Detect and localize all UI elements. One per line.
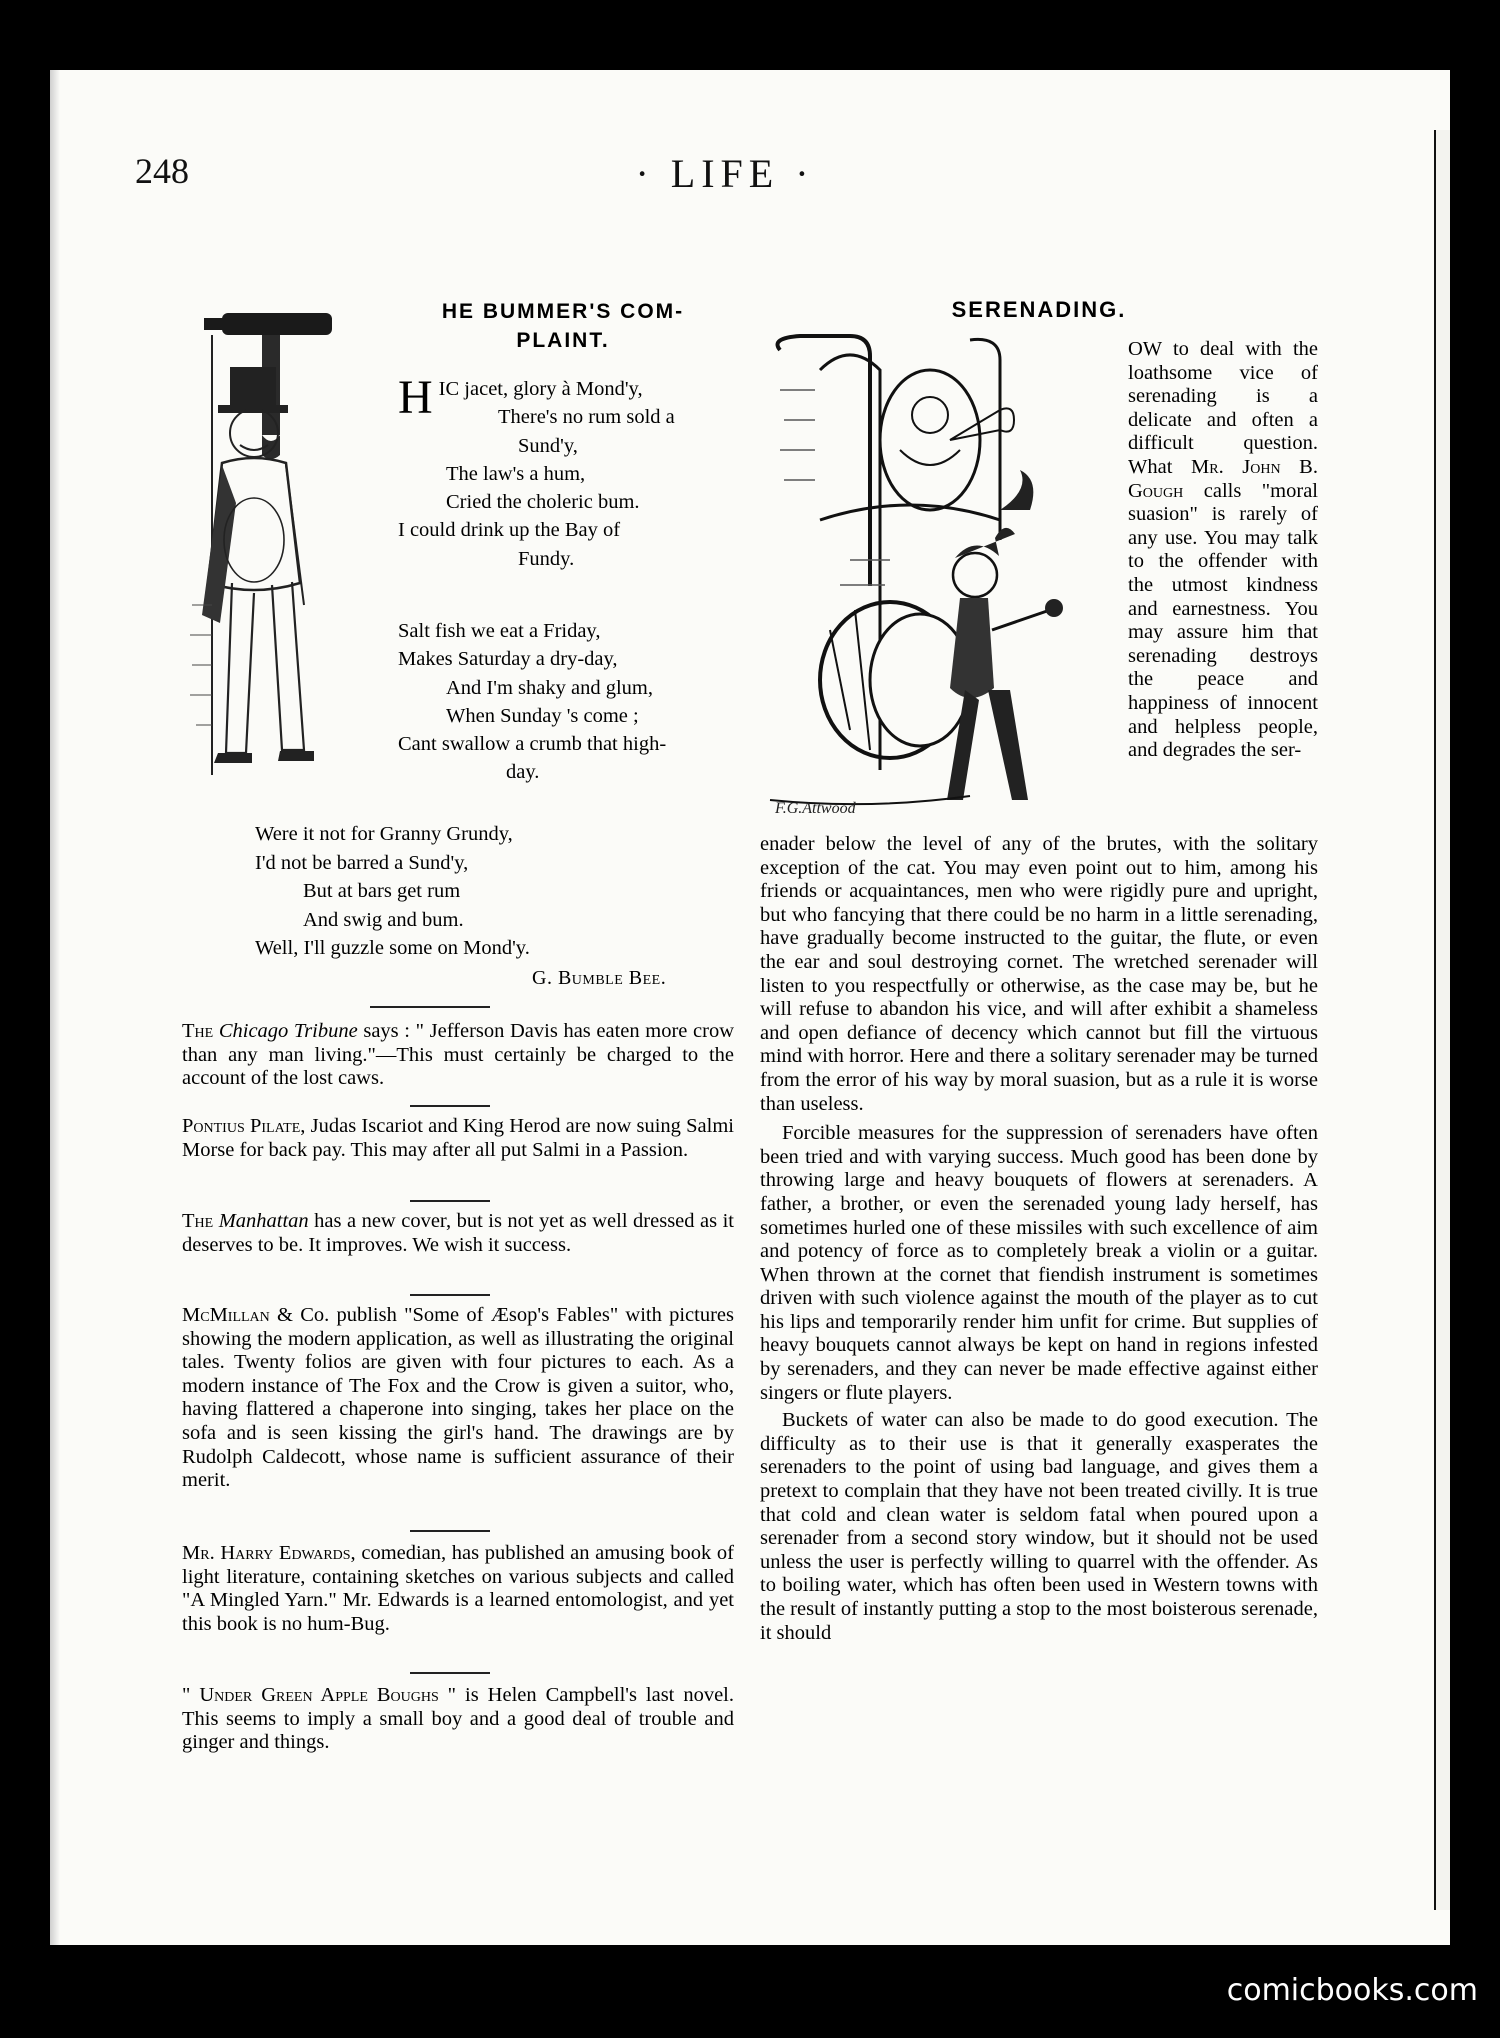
paragraph-mcmillan xyxy=(182,1304,734,1493)
poem-signature: G. Bumble Bee. xyxy=(532,967,667,989)
gutter-shadow xyxy=(50,70,60,1945)
serenading-title: SERENADING. xyxy=(951,297,1127,322)
paragraph-lead: McMillan xyxy=(182,1304,270,1326)
serenading-paragraph: Buckets of water can also be made to do good execution. The difficulty as to their use is that it generally exasperates the serenaders to the point of using bad language, and gives them a pretext to complain that they have not been treated civilly. It is true that cold and clean water is seldom fatal when poured upon a serenader from a second story window, but it should not be used unless the user is perfectly willing to quarrel with the offender. As to boiling water, which has often been used in Western towns with the result of instantly putting a stop to the most boisterous serenade, it should xyxy=(760,1409,1318,1644)
paragraph-text: & Co. publish "Some of Æsop's Fables" with pictures showing the modern application, as well as illustrating the original tales. Twenty folios are given with four pictures to each. As a modern instance of The Fox and the Crow is given a suitor, who, having flattered a chaperone into singing, takes her place on the sofa and is seen kissing the girl's hand. The drawings are by Rudolph Caldecott, whose name is sufficient assurance of their merit. xyxy=(182,1304,734,1492)
paragraph-lead: The xyxy=(182,1020,214,1042)
paragraph-lead: Pontius Pilate, xyxy=(182,1115,306,1137)
running-head: · LIFE · xyxy=(635,151,815,196)
poem-title-line2: PLAINT. xyxy=(516,329,610,352)
paragraph-italic: Manhattan xyxy=(218,1210,309,1232)
poem-stanza-1 xyxy=(398,371,736,573)
paragraph-text: is Helen Campbell's last novel. This seems to imply a small boy and a good deal of trouble and ginger and things. xyxy=(182,1684,735,1754)
paragraph-text: says : " Jefferson Davis has eaten more crow than any man living."—This must certainly be charged to the account of the lost caws. xyxy=(182,1020,735,1090)
paragraph-manhattan xyxy=(182,1210,734,1257)
poem-line: IC jacet, glory à Mond'y, xyxy=(438,378,643,400)
poem-line: The law's a hum, xyxy=(446,462,586,485)
paragraph-italic: Chicago Tribune xyxy=(218,1020,358,1042)
paragraph-apple xyxy=(182,1684,734,1755)
next-page-edge xyxy=(1434,130,1450,1910)
drummer-serenader-icon xyxy=(760,330,1110,835)
serenading-opening xyxy=(1128,338,1318,763)
poem-line: Sund'y, xyxy=(518,434,578,457)
divider xyxy=(410,1105,490,1107)
serenading-paragraph: Forcible measures for the suppression of serenaders have often been tried and with varying success. Much good has been done by throwing large and heavy bouquets of flowers at serenaders. A father, a brother, or even the serenaded young lady herself, has sometimes hurled one of these missiles with such excellence of aim and potency of force as to completely break a violin or a guitar. When thrown at the cornet that fiendish instrument is sometimes driven with such violence against the mouth of the player as to cut his lips and temporarily render him unfit for crime. But supplies of heavy bouquets cannot always be kept on hand in regions infested by serenaders, and they can never be made effective against either singers or flute players. xyxy=(760,1122,1318,1404)
divider xyxy=(410,1530,490,1532)
poem-line: And I'm shaky and glum, xyxy=(446,676,653,699)
poem-line: There's no rum sold a xyxy=(498,406,675,429)
poem-stanza-3 xyxy=(255,820,740,963)
paragraph-lead: " Under Green Apple Boughs " xyxy=(182,1684,457,1706)
serenading-paragraph: enader below the level of any of the brutes, with the solitary exception of the cat. You may even point out to him, among his friends or acquaintances, men who were rigidly pure and upright, but who fancying that there could be no harm in a little serenading, have gradually become instructed to the guitar, the flute, or even the ear and soul destroying cornet. The wretched serenader will listen to you respectfully or otherwise, as the case may be, but he will refuse to abandon his vice, and will after exhibit a shameless and open defiance of decency which cannot but fill the virtuous mind with horror. Here and there a solitary serenader may be turned from the error of his way by moral suasion, but as a rule it is worse than useless. xyxy=(760,833,1318,1115)
poem-line: I could drink up the Bay of xyxy=(398,519,621,542)
divider xyxy=(410,1294,490,1296)
poem-title-line1: HE BUMMER'S COM- xyxy=(441,300,685,323)
poem-line: When Sunday 's come ; xyxy=(446,704,639,727)
paragraph-edwards xyxy=(182,1542,734,1636)
poem-line: Salt fish we eat a Friday, xyxy=(398,620,601,642)
poem-line: Cried the choleric bum. xyxy=(446,491,640,514)
top-hat-gentleman-icon xyxy=(182,305,382,783)
serenading-name: Mr. John B. Gough xyxy=(1128,455,1318,502)
watermark: comicbooks.com xyxy=(1226,1973,1478,2008)
paragraph-tribune xyxy=(182,1020,734,1091)
paragraph-pilate xyxy=(182,1115,734,1162)
paragraph-text: Judas Iscariot and King Herod are now suing Salmi Morse for back pay. This may after all put Salmi in a Passion. xyxy=(182,1115,734,1161)
paragraph-lead: The xyxy=(182,1210,214,1232)
poem-line: Well, I'll guzzle some on Mond'y. xyxy=(255,937,530,959)
page-number: 248 xyxy=(135,151,189,191)
poem-stanza-2 xyxy=(398,617,736,787)
poem-dropcap: H xyxy=(398,371,433,424)
page-header xyxy=(135,150,1315,220)
poem-line: But at bars get rum xyxy=(303,880,461,902)
poem-line: And swig and bum. xyxy=(303,908,464,931)
poem-line: Fundy. xyxy=(518,547,575,570)
paragraph-lead: Mr. Harry Edwards, xyxy=(182,1542,356,1564)
poem-line: Makes Saturday a dry-day, xyxy=(398,648,618,671)
poem-line: Were it not for Granny Grundy, xyxy=(255,823,513,845)
serenading-opening-text: OW to deal with the loathsome vice of serenading is a delicate and often a difficult question. What xyxy=(1128,338,1318,478)
divider xyxy=(410,1200,490,1202)
poem-title xyxy=(388,297,738,355)
artist-signature: F.G.Attwood xyxy=(775,800,856,817)
poem-line: day. xyxy=(506,761,540,784)
serenading-opening-text2: calls "moral suasion" is rarely of any use. You may talk to the offender with the utmost kindness and earnestness. You may assure him that serenading destroys the peace and happiness of innocent and helpless people, and degrades the ser- xyxy=(1128,479,1318,762)
poem-line: I'd not be barred a Sund'y, xyxy=(255,851,469,874)
divider xyxy=(410,1672,490,1674)
paragraph-text: has a new cover, but is not yet as well dressed as it deserves to be. It improves. We wish it success. xyxy=(182,1210,734,1256)
divider xyxy=(370,1006,490,1008)
serenading-body xyxy=(760,833,1318,1645)
poem-line: Cant swallow a crumb that high- xyxy=(398,733,667,756)
paragraph-text: comedian, has published an amusing book of light literature, containing sketches on various subjects and called "A Mingled Yarn." Mr. Edwards is a learned entomologist, and yet this book is no hum-Bug. xyxy=(182,1542,734,1635)
